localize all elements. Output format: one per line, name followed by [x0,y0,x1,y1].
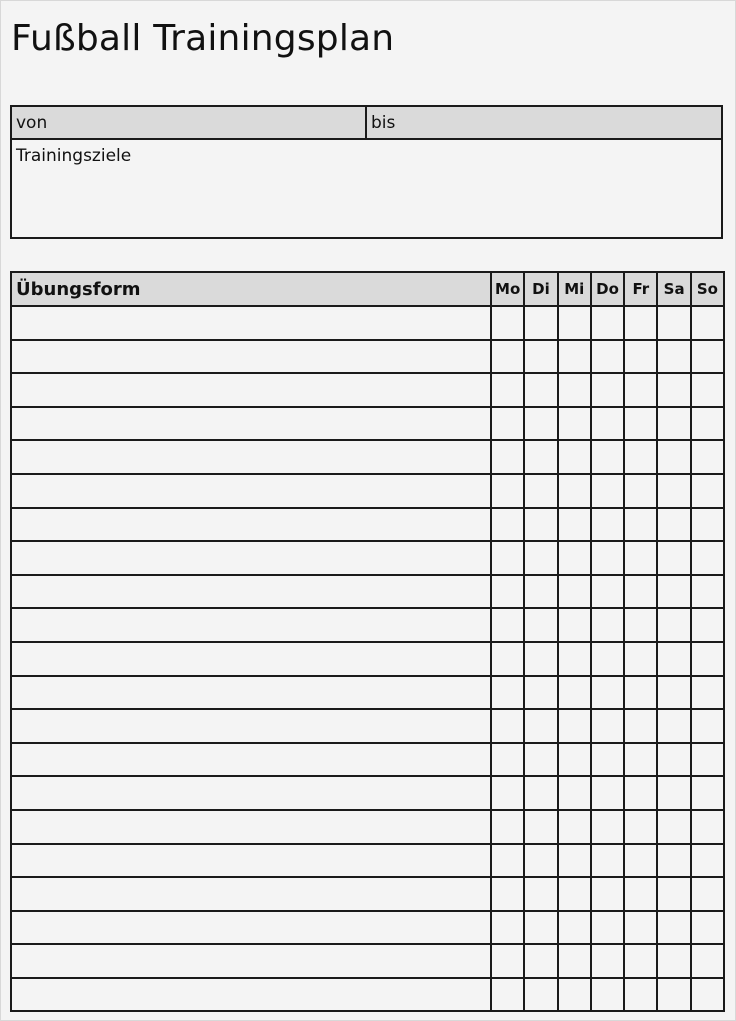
exercise-cell[interactable] [11,642,491,676]
exercise-cell[interactable] [11,508,491,542]
day-cell-so[interactable] [691,306,724,340]
day-cell-mi[interactable] [558,474,591,508]
table-row [11,642,724,676]
day-cell-mi[interactable] [558,440,591,474]
day-cell-do[interactable] [591,373,624,407]
day-cell-so[interactable] [691,978,724,1012]
day-cell-di[interactable] [524,676,557,710]
day-header-do: Do [591,272,624,306]
day-cell-mo[interactable] [491,810,524,844]
day-cell-fr[interactable] [624,373,657,407]
day-cell-do[interactable] [591,810,624,844]
table-row [11,776,724,810]
day-cell-fr[interactable] [624,608,657,642]
exercise-column-header: Übungsform [11,272,491,306]
table-row [11,743,724,777]
exercise-cell[interactable] [11,541,491,575]
table-row [11,877,724,911]
day-cell-sa[interactable] [657,978,690,1012]
exercise-cell[interactable] [11,743,491,777]
day-cell-do[interactable] [591,877,624,911]
exercise-cell[interactable] [11,810,491,844]
day-cell-di[interactable] [524,474,557,508]
day-cell-sa[interactable] [657,676,690,710]
day-cell-sa[interactable] [657,541,690,575]
day-header-mi: Mi [558,272,591,306]
day-cell-do[interactable] [591,978,624,1012]
exercise-cell[interactable] [11,709,491,743]
day-cell-di[interactable] [524,508,557,542]
day-cell-sa[interactable] [657,877,690,911]
day-cell-di[interactable] [524,575,557,609]
day-header-fr: Fr [624,272,657,306]
day-cell-di[interactable] [524,340,557,374]
day-cell-mo[interactable] [491,944,524,978]
day-cell-fr[interactable] [624,508,657,542]
day-cell-di[interactable] [524,743,557,777]
exercise-cell[interactable] [11,474,491,508]
day-cell-mo[interactable] [491,978,524,1012]
day-cell-mi[interactable] [558,541,591,575]
day-cell-sa[interactable] [657,508,690,542]
exercise-table-body [11,306,724,1011]
day-cell-so[interactable] [691,541,724,575]
day-cell-fr[interactable] [624,844,657,878]
day-cell-mi[interactable] [558,407,591,441]
day-cell-mi[interactable] [558,709,591,743]
day-cell-fr[interactable] [624,407,657,441]
day-cell-mi[interactable] [558,306,591,340]
exercise-cell[interactable] [11,911,491,945]
day-cell-mo[interactable] [491,575,524,609]
exercise-cell[interactable] [11,373,491,407]
day-cell-mi[interactable] [558,373,591,407]
day-cell-sa[interactable] [657,373,690,407]
day-cell-mi[interactable] [558,978,591,1012]
day-cell-do[interactable] [591,440,624,474]
exercise-cell[interactable] [11,440,491,474]
day-cell-mo[interactable] [491,373,524,407]
day-cell-mo[interactable] [491,541,524,575]
day-cell-fr[interactable] [624,978,657,1012]
day-cell-mo[interactable] [491,440,524,474]
exercise-cell[interactable] [11,407,491,441]
table-header-row [11,272,724,306]
day-cell-mi[interactable] [558,575,591,609]
day-cell-do[interactable] [591,709,624,743]
day-cell-di[interactable] [524,642,557,676]
page-title: Fußball Trainingsplan [11,18,395,59]
day-cell-fr[interactable] [624,541,657,575]
day-cell-fr[interactable] [624,743,657,777]
day-cell-so[interactable] [691,776,724,810]
day-header-so: So [691,272,724,306]
day-cell-di[interactable] [524,944,557,978]
exercise-cell[interactable] [11,575,491,609]
day-header-sa: Sa [657,272,690,306]
day-cell-so[interactable] [691,407,724,441]
day-cell-do[interactable] [591,306,624,340]
day-cell-mi[interactable] [558,877,591,911]
table-row [11,944,724,978]
table-row [11,810,724,844]
day-cell-sa[interactable] [657,810,690,844]
training-goals-field[interactable] [12,140,721,237]
day-cell-di[interactable] [524,541,557,575]
day-cell-so[interactable] [691,877,724,911]
day-cell-so[interactable] [691,743,724,777]
day-cell-do[interactable] [591,676,624,710]
day-cell-fr[interactable] [624,676,657,710]
day-cell-di[interactable] [524,911,557,945]
day-cell-mo[interactable] [491,743,524,777]
day-cell-so[interactable] [691,810,724,844]
day-cell-fr[interactable] [624,642,657,676]
day-cell-mi[interactable] [558,944,591,978]
day-cell-fr[interactable] [624,810,657,844]
day-cell-do[interactable] [591,407,624,441]
day-cell-di[interactable] [524,407,557,441]
day-cell-so[interactable] [691,508,724,542]
day-cell-sa[interactable] [657,608,690,642]
day-cell-sa[interactable] [657,407,690,441]
day-cell-fr[interactable] [624,776,657,810]
day-cell-so[interactable] [691,474,724,508]
day-cell-di[interactable] [524,440,557,474]
day-cell-mi[interactable] [558,608,591,642]
day-cell-mo[interactable] [491,306,524,340]
table-row [11,340,724,374]
day-cell-so[interactable] [691,642,724,676]
day-cell-di[interactable] [524,608,557,642]
day-cell-mi[interactable] [558,642,591,676]
exercise-cell[interactable] [11,340,491,374]
day-cell-do[interactable] [591,508,624,542]
day-cell-di[interactable] [524,877,557,911]
day-cell-mo[interactable] [491,911,524,945]
day-cell-fr[interactable] [624,877,657,911]
day-cell-mo[interactable] [491,340,524,374]
day-cell-mi[interactable] [558,911,591,945]
day-cell-do[interactable] [591,944,624,978]
table-row [11,474,724,508]
day-cell-do[interactable] [591,541,624,575]
day-cell-mo[interactable] [491,407,524,441]
day-cell-do[interactable] [591,642,624,676]
day-cell-mo[interactable] [491,642,524,676]
day-cell-di[interactable] [524,978,557,1012]
exercise-cell[interactable] [11,776,491,810]
day-cell-mi[interactable] [558,776,591,810]
table-row [11,306,724,340]
exercise-cell[interactable] [11,877,491,911]
day-cell-mi[interactable] [558,508,591,542]
day-cell-so[interactable] [691,608,724,642]
day-cell-di[interactable] [524,709,557,743]
day-cell-sa[interactable] [657,440,690,474]
day-cell-do[interactable] [591,608,624,642]
day-cell-fr[interactable] [624,440,657,474]
day-cell-mi[interactable] [558,340,591,374]
table-row [11,709,724,743]
day-cell-fr[interactable] [624,340,657,374]
day-cell-sa[interactable] [657,709,690,743]
day-cell-mo[interactable] [491,508,524,542]
day-cell-so[interactable] [691,944,724,978]
day-cell-sa[interactable] [657,844,690,878]
day-cell-di[interactable] [524,844,557,878]
day-cell-fr[interactable] [624,709,657,743]
period-row [12,107,721,140]
to-date-label: bis [371,113,396,133]
day-cell-mi[interactable] [558,810,591,844]
day-cell-mo[interactable] [491,877,524,911]
day-cell-sa[interactable] [657,743,690,777]
day-cell-do[interactable] [591,575,624,609]
day-cell-di[interactable] [524,306,557,340]
table-row [11,676,724,710]
day-cell-mo[interactable] [491,608,524,642]
table-row [11,373,724,407]
day-cell-di[interactable] [524,373,557,407]
table-row [11,844,724,878]
day-cell-do[interactable] [591,776,624,810]
day-cell-fr[interactable] [624,474,657,508]
day-cell-sa[interactable] [657,944,690,978]
day-cell-do[interactable] [591,474,624,508]
day-cell-so[interactable] [691,373,724,407]
day-cell-sa[interactable] [657,575,690,609]
day-cell-sa[interactable] [657,340,690,374]
day-cell-fr[interactable] [624,306,657,340]
to-date-field[interactable] [367,107,721,138]
day-cell-sa[interactable] [657,911,690,945]
day-cell-do[interactable] [591,340,624,374]
exercise-cell[interactable] [11,306,491,340]
day-cell-fr[interactable] [624,911,657,945]
exercise-cell[interactable] [11,608,491,642]
table-row [11,407,724,441]
exercise-cell[interactable] [11,978,491,1012]
table-row [11,575,724,609]
day-cell-mo[interactable] [491,709,524,743]
day-cell-fr[interactable] [624,944,657,978]
exercise-cell[interactable] [11,676,491,710]
exercise-table [10,271,725,1012]
from-date-field[interactable] [12,107,367,138]
table-row [11,911,724,945]
table-row [11,541,724,575]
from-date-label: von [16,113,48,133]
day-cell-do[interactable] [591,911,624,945]
day-cell-mo[interactable] [491,844,524,878]
training-goals-label: Trainingsziele [16,146,132,166]
day-cell-di[interactable] [524,810,557,844]
table-row [11,608,724,642]
table-row [11,978,724,1012]
day-cell-mo[interactable] [491,474,524,508]
period-goals-box [10,105,723,239]
day-cell-so[interactable] [691,844,724,878]
day-cell-so[interactable] [691,440,724,474]
day-cell-fr[interactable] [624,575,657,609]
day-cell-di[interactable] [524,776,557,810]
day-cell-mi[interactable] [558,676,591,710]
day-header-mo: Mo [491,272,524,306]
day-cell-mo[interactable] [491,776,524,810]
day-cell-so[interactable] [691,676,724,710]
day-cell-mi[interactable] [558,844,591,878]
day-cell-do[interactable] [591,743,624,777]
day-cell-so[interactable] [691,575,724,609]
day-cell-sa[interactable] [657,642,690,676]
day-cell-so[interactable] [691,911,724,945]
exercise-cell[interactable] [11,944,491,978]
table-row [11,440,724,474]
day-cell-sa[interactable] [657,776,690,810]
exercise-cell[interactable] [11,844,491,878]
day-cell-sa[interactable] [657,306,690,340]
day-cell-mo[interactable] [491,676,524,710]
day-cell-so[interactable] [691,340,724,374]
day-cell-so[interactable] [691,709,724,743]
day-header-di: Di [524,272,557,306]
day-cell-do[interactable] [591,844,624,878]
day-cell-sa[interactable] [657,474,690,508]
table-row [11,508,724,542]
day-cell-mi[interactable] [558,743,591,777]
